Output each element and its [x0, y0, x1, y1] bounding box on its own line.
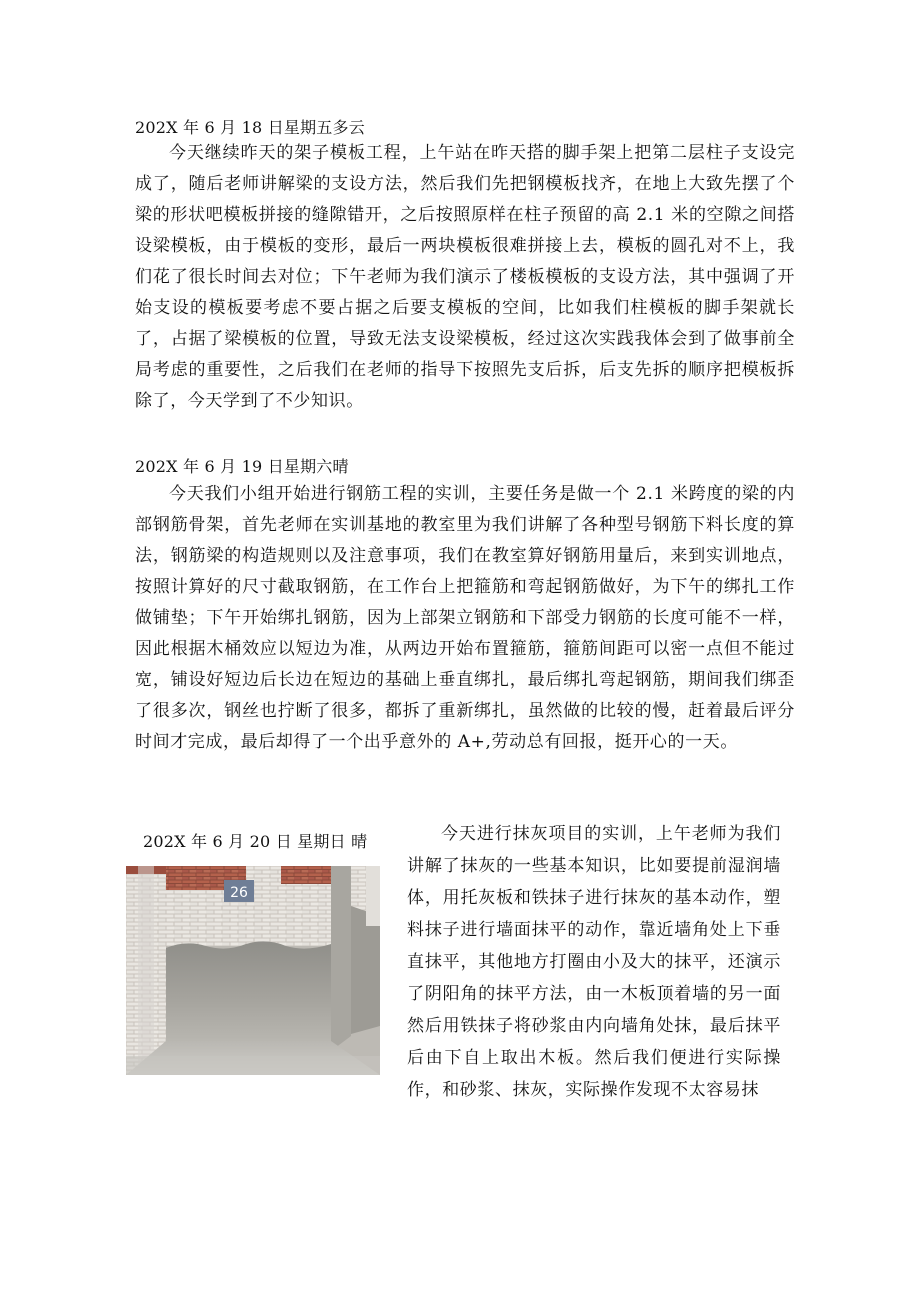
- photo-number-label: 26: [230, 885, 248, 901]
- plastering-wall-photo: [126, 866, 380, 1075]
- entry-date: 202X 年 6 月 20 日 星期日 晴: [143, 832, 368, 851]
- entry-body: 今天继续昨天的架子模板工程，上午站在昨天搭的脚手架上把第二层柱子支设完成了，随后老师讲解梁的支设方法，然后我们先把钢模板找齐，在地上大致先摆了个梁的形状吧模板拼接的缝隙错开，之后按照原样在柱子预留的高 2.1 米的空隙之间搭设梁模板，由于模板的变形，最后一两块模板很难拼接上去，模板的圆孔对不上，我们花了很长时间去对位；下午老师为我们演示了楼板模板的支设方法，其中强调了开始支设的模板要考虑不要占据之后要支模板的空间，比如我们柱模板的脚手架就长了，占据了梁模板的位置，导致无法支设梁模板，经过这次实践我体会到了做事前全局考虑的重要性，之后我们在老师的指导下按照先支后拆，后支先拆的顺序把模板拆除了，今天学到了不少知识。: [135, 143, 795, 411]
- entry-date: 202X 年 6 月 19 日星期六晴: [135, 457, 349, 476]
- entry-body: 今天进行抹灰项目的实训，上午老师为我们讲解了抹灰的一些基本知识，比如要提前湿润墙体，用托灰板和铁抹子进行抹灰的基本动作，塑料抹子进行墙面抹平的动作，靠近墙角处上下垂直抹平，其他地方打圈由小及大的抹平，还演示了阴阳角的抹平方法，由一木板顶着墙的另一面然后用铁抹子将砂浆由内向墙角处抹，最后抹平后由下自上取出木板。然后我们便进行实际操作，和砂浆、抹灰，实际操作发现不太容易抹: [407, 824, 781, 1100]
- entry-date: 202X 年 6 月 18 日星期五多云: [135, 118, 365, 137]
- entry-body: 今天我们小组开始进行钢筋工程的实训，主要任务是做一个 2.1 米跨度的梁的内部钢筋骨架，首先老师在实训基地的教室里为我们讲解了各种型号钢筋下料长度的算法，钢筋梁的构造规则以及注意事项，我们在教室算好钢筋用量后，来到实训地点，按照计算好的尺寸截取钢筋，在工作台上把箍筋和弯起钢筋做好，为下午的绑扎工作做铺垫；下午开始绑扎钢筋，因为上部架立钢筋和下部受力钢筋的长度可能不一样，因此根据木桶效应以短边为准，从两边开始布置箍筋，箍筋间距可以密一点但不能过宽，铺设好短边后长边在短边的基础上垂直绑扎，最后绑扎弯起钢筋，期间我们绑歪了很多次，钢丝也拧断了很多，都拆了重新绑扎，虽然做的比较的慢，赶着最后评分时间才完成，最后却得了一个出乎意外的 A+,劳动总有回报，挺开心的一天。: [135, 484, 795, 752]
